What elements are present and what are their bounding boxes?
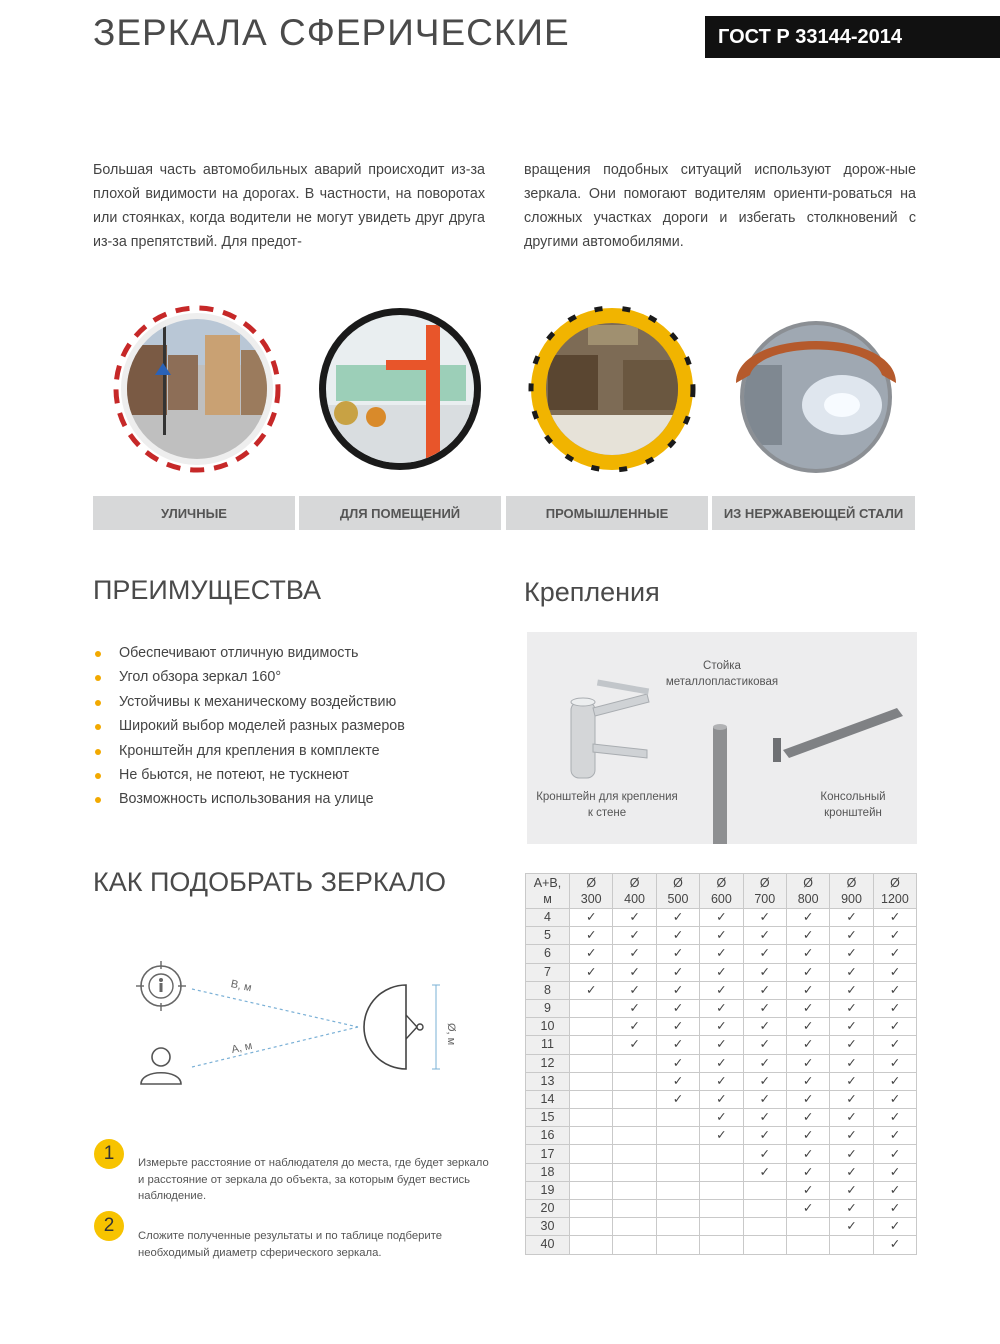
empty-cell <box>700 1218 743 1236</box>
check-mark-icon: ✓ <box>743 945 786 963</box>
empty-cell <box>570 1018 613 1036</box>
check-mark-icon: ✓ <box>830 999 873 1017</box>
check-mark-icon: ✓ <box>570 981 613 999</box>
check-mark-icon: ✓ <box>613 1018 656 1036</box>
diameter-header <box>570 874 613 909</box>
empty-cell <box>613 1218 656 1236</box>
diameter-symbol: Ø <box>759 876 770 890</box>
diameter-header <box>700 874 743 909</box>
check-mark-icon: ✓ <box>873 1218 916 1236</box>
check-mark-icon: ✓ <box>786 1018 829 1036</box>
check-mark-icon: ✓ <box>700 945 743 963</box>
check-mark-icon: ✓ <box>700 963 743 981</box>
diameter-value: 600 <box>710 892 732 906</box>
check-mark-icon: ✓ <box>830 1145 873 1163</box>
check-mark-icon: ✓ <box>743 1090 786 1108</box>
check-mark-icon: ✓ <box>786 1145 829 1163</box>
distance-cell: 18 <box>526 1163 570 1181</box>
benefit-item: Обеспечивают отличную видимость <box>93 641 405 665</box>
step-2-number: 2 <box>94 1211 124 1241</box>
check-mark-icon: ✓ <box>786 999 829 1017</box>
console-bracket-label: Консольный кронштейн <box>820 791 886 819</box>
check-mark-icon: ✓ <box>613 927 656 945</box>
table-row <box>526 1236 917 1254</box>
check-mark-icon: ✓ <box>656 963 699 981</box>
check-mark-icon: ✓ <box>786 1109 829 1127</box>
distance-cell: 40 <box>526 1236 570 1254</box>
check-mark-icon: ✓ <box>743 963 786 981</box>
empty-cell <box>613 1054 656 1072</box>
empty-cell <box>786 1218 829 1236</box>
empty-cell <box>743 1218 786 1236</box>
empty-cell <box>570 1145 613 1163</box>
diameter-value: 700 <box>754 892 776 906</box>
diameter-header <box>743 874 786 909</box>
table-row <box>526 981 917 999</box>
check-mark-icon: ✓ <box>873 945 916 963</box>
table-row <box>526 1163 917 1181</box>
distance-cell: 20 <box>526 1200 570 1218</box>
category-industrial[interactable]: ПРОМЫШЛЕННЫЕ <box>506 496 708 530</box>
check-mark-icon: ✓ <box>656 945 699 963</box>
table-row <box>526 1018 917 1036</box>
check-mark-icon: ✓ <box>830 1036 873 1054</box>
distance-a-label: А, м <box>230 1039 254 1057</box>
table-row <box>526 927 917 945</box>
check-mark-icon: ✓ <box>830 963 873 981</box>
check-mark-icon: ✓ <box>656 927 699 945</box>
check-mark-icon: ✓ <box>743 1127 786 1145</box>
check-mark-icon: ✓ <box>873 1145 916 1163</box>
check-mark-icon: ✓ <box>700 1109 743 1127</box>
category-indoor[interactable]: ДЛЯ ПОМЕЩЕНИЙ <box>299 496 501 530</box>
diameter-value: 800 <box>797 892 819 906</box>
check-mark-icon: ✓ <box>873 1036 916 1054</box>
table-row <box>526 999 917 1017</box>
diameter-value: 500 <box>667 892 689 906</box>
check-mark-icon: ✓ <box>786 1127 829 1145</box>
check-mark-icon: ✓ <box>873 1018 916 1036</box>
check-mark-icon: ✓ <box>786 1181 829 1199</box>
empty-cell <box>656 1181 699 1199</box>
check-mark-icon: ✓ <box>656 909 699 927</box>
diameter-value: 300 <box>580 892 602 906</box>
empty-cell <box>570 1054 613 1072</box>
table-row <box>526 1218 917 1236</box>
check-mark-icon: ✓ <box>830 1127 873 1145</box>
check-mark-icon: ✓ <box>830 1018 873 1036</box>
distance-header-bottom: м <box>543 892 552 906</box>
check-mark-icon: ✓ <box>786 1090 829 1108</box>
empty-cell <box>830 1236 873 1254</box>
diameter-header <box>613 874 656 909</box>
check-mark-icon: ✓ <box>830 1109 873 1127</box>
diameter-header <box>786 874 829 909</box>
check-mark-icon: ✓ <box>786 909 829 927</box>
check-mark-icon: ✓ <box>873 1109 916 1127</box>
distance-cell: 4 <box>526 909 570 927</box>
diameter-header <box>656 874 699 909</box>
check-mark-icon: ✓ <box>786 1163 829 1181</box>
distance-cell: 17 <box>526 1145 570 1163</box>
check-mark-icon: ✓ <box>830 981 873 999</box>
diameter-symbol: Ø <box>629 876 640 890</box>
check-mark-icon: ✓ <box>743 1109 786 1127</box>
empty-cell <box>570 1163 613 1181</box>
distance-cell: 8 <box>526 981 570 999</box>
check-mark-icon: ✓ <box>873 999 916 1017</box>
howto-title: КАК ПОДОБРАТЬ ЗЕРКАЛО <box>93 867 446 897</box>
distance-cell: 9 <box>526 999 570 1017</box>
check-mark-icon: ✓ <box>656 1090 699 1108</box>
diameter-symbol: Ø <box>716 876 727 890</box>
diameter-header <box>830 874 873 909</box>
check-mark-icon: ✓ <box>570 945 613 963</box>
empty-cell <box>613 1090 656 1108</box>
empty-cell <box>570 999 613 1017</box>
empty-cell <box>570 1127 613 1145</box>
check-mark-icon: ✓ <box>700 1036 743 1054</box>
check-mark-icon: ✓ <box>873 963 916 981</box>
distance-cell: 15 <box>526 1109 570 1127</box>
table-row <box>526 1054 917 1072</box>
check-mark-icon: ✓ <box>700 1072 743 1090</box>
diameter-symbol: Ø <box>890 876 900 890</box>
diameter-symbol: Ø <box>803 876 814 890</box>
empty-cell <box>613 1200 656 1218</box>
table-row <box>526 1072 917 1090</box>
empty-cell <box>656 1109 699 1127</box>
distance-header-top: А+В, <box>533 876 562 890</box>
table-body <box>526 909 917 1255</box>
check-mark-icon: ✓ <box>786 1072 829 1090</box>
check-mark-icon: ✓ <box>743 927 786 945</box>
check-mark-icon: ✓ <box>873 1236 916 1254</box>
check-mark-icon: ✓ <box>830 1163 873 1181</box>
table-header-row <box>526 874 917 909</box>
check-mark-icon: ✓ <box>873 1054 916 1072</box>
check-mark-icon: ✓ <box>786 945 829 963</box>
table-row <box>526 1109 917 1127</box>
distance-b-label: В, м <box>229 978 253 995</box>
check-mark-icon: ✓ <box>873 909 916 927</box>
selection-table <box>525 873 917 1255</box>
check-mark-icon: ✓ <box>613 945 656 963</box>
empty-cell <box>656 1163 699 1181</box>
check-mark-icon: ✓ <box>743 1163 786 1181</box>
check-mark-icon: ✓ <box>873 927 916 945</box>
empty-cell <box>613 1236 656 1254</box>
gost-badge: ГОСТ Р 33144-2014 <box>705 16 1000 58</box>
empty-cell <box>570 1218 613 1236</box>
benefit-item: Широкий выбор моделей разных размеров <box>93 714 405 738</box>
check-mark-icon: ✓ <box>743 1054 786 1072</box>
diameter-value: 900 <box>841 892 862 906</box>
step-1-text: Измерьте расстояние от наблюдателя до места, где будет зеркало и расстояние от зеркала до объекта, за которым будет вестись наблюдение. <box>138 1157 489 1202</box>
distance-cell: 7 <box>526 963 570 981</box>
table-row <box>526 1127 917 1145</box>
empty-cell <box>656 1145 699 1163</box>
table-row <box>526 945 917 963</box>
empty-cell <box>656 1127 699 1145</box>
check-mark-icon: ✓ <box>830 1218 873 1236</box>
check-mark-icon: ✓ <box>786 1036 829 1054</box>
empty-cell <box>743 1200 786 1218</box>
check-mark-icon: ✓ <box>873 1127 916 1145</box>
check-mark-icon: ✓ <box>570 927 613 945</box>
check-mark-icon: ✓ <box>830 1054 873 1072</box>
check-mark-icon: ✓ <box>830 945 873 963</box>
check-mark-icon: ✓ <box>830 1072 873 1090</box>
mirror-selection-diagram <box>130 955 470 1085</box>
check-mark-icon: ✓ <box>830 1200 873 1218</box>
check-mark-icon: ✓ <box>700 1127 743 1145</box>
check-mark-icon: ✓ <box>830 909 873 927</box>
benefit-item: Угол обзора зеркал 160° <box>93 665 405 689</box>
check-mark-icon: ✓ <box>613 963 656 981</box>
check-mark-icon: ✓ <box>873 1072 916 1090</box>
step-1-number: 1 <box>94 1139 124 1169</box>
check-mark-icon: ✓ <box>656 981 699 999</box>
check-mark-icon: ✓ <box>873 1181 916 1199</box>
empty-cell <box>570 1090 613 1108</box>
empty-cell <box>656 1218 699 1236</box>
table-row <box>526 1036 917 1054</box>
check-mark-icon: ✓ <box>700 927 743 945</box>
check-mark-icon: ✓ <box>700 981 743 999</box>
check-mark-icon: ✓ <box>830 1181 873 1199</box>
mounts-title: Крепления <box>524 577 660 607</box>
empty-cell <box>786 1236 829 1254</box>
table-row <box>526 909 917 927</box>
check-mark-icon: ✓ <box>700 1054 743 1072</box>
check-mark-icon: ✓ <box>743 999 786 1017</box>
empty-cell <box>613 1181 656 1199</box>
check-mark-icon: ✓ <box>873 981 916 999</box>
check-mark-icon: ✓ <box>830 1090 873 1108</box>
distance-cell: 16 <box>526 1127 570 1145</box>
empty-cell <box>570 1200 613 1218</box>
empty-cell <box>570 1236 613 1254</box>
check-mark-icon: ✓ <box>786 981 829 999</box>
empty-cell <box>613 1127 656 1145</box>
distance-cell: 14 <box>526 1090 570 1108</box>
mounts-panel <box>527 632 917 844</box>
distance-cell: 6 <box>526 945 570 963</box>
check-mark-icon: ✓ <box>786 927 829 945</box>
check-mark-icon: ✓ <box>570 909 613 927</box>
empty-cell <box>613 1163 656 1181</box>
check-mark-icon: ✓ <box>786 963 829 981</box>
benefit-item: Не бьются, не потеют, не тускнеют <box>93 763 405 787</box>
table-row <box>526 1181 917 1199</box>
empty-cell <box>743 1236 786 1254</box>
check-mark-icon: ✓ <box>743 1072 786 1090</box>
check-mark-icon: ✓ <box>613 909 656 927</box>
step-2-text: Сложите полученные результаты и по таблице подберите необходимый диаметр сферического зеркала. <box>138 1230 443 1259</box>
benefit-item: Возможность использования на улице <box>93 787 405 811</box>
diameter-symbol: Ø <box>673 876 683 890</box>
distance-cell: 30 <box>526 1218 570 1236</box>
diameter-value: 1200 <box>881 892 909 906</box>
benefits-list <box>93 641 405 812</box>
check-mark-icon: ✓ <box>743 981 786 999</box>
check-mark-icon: ✓ <box>656 1072 699 1090</box>
empty-cell <box>613 1145 656 1163</box>
check-mark-icon: ✓ <box>830 927 873 945</box>
distance-cell: 19 <box>526 1181 570 1199</box>
empty-cell <box>700 1163 743 1181</box>
diameter-label: Ø, м <box>445 1023 457 1046</box>
diameter-symbol: Ø <box>586 876 597 890</box>
intro-left: Большая часть автомобильных аварий происходит из-за плохой видимости на дорогах. В частности, на поворотах или стоянках, когда водители не могут увидеть друг друга из-за препятствий. Для предот- <box>93 162 485 250</box>
empty-cell <box>613 1072 656 1090</box>
diameter-value: 400 <box>624 892 646 906</box>
empty-cell <box>570 1109 613 1127</box>
empty-cell <box>570 1072 613 1090</box>
category-street[interactable]: УЛИЧНЫЕ <box>93 496 295 530</box>
check-mark-icon: ✓ <box>613 999 656 1017</box>
empty-cell <box>743 1181 786 1199</box>
check-mark-icon: ✓ <box>613 1036 656 1054</box>
industrial-mirror-image <box>528 305 696 473</box>
empty-cell <box>656 1236 699 1254</box>
table-row <box>526 1145 917 1163</box>
empty-cell <box>700 1236 743 1254</box>
check-mark-icon: ✓ <box>873 1090 916 1108</box>
check-mark-icon: ✓ <box>656 999 699 1017</box>
empty-cell <box>613 1109 656 1127</box>
check-mark-icon: ✓ <box>656 1054 699 1072</box>
check-mark-icon: ✓ <box>656 1036 699 1054</box>
empty-cell <box>700 1200 743 1218</box>
intro-right: вращения подобных ситуаций используют дорож-ные зеркала. Они помогают водителям ориенти-роваться на сложных участках дороги и избегать столкновений с другими автомобилями. <box>524 162 916 250</box>
benefit-item: Устойчивы к механическому воздействию <box>93 690 405 714</box>
check-mark-icon: ✓ <box>786 1200 829 1218</box>
benefit-item: Кронштейн для крепления в комплекте <box>93 739 405 763</box>
empty-cell <box>570 1181 613 1199</box>
category-stainless[interactable]: ИЗ НЕРЖАВЕЮЩЕЙ СТАЛИ <box>712 496 915 530</box>
check-mark-icon: ✓ <box>743 909 786 927</box>
stainless-mirror-image <box>732 305 900 473</box>
wall-bracket-label: Кронштейн для крепления к стене <box>536 791 678 819</box>
empty-cell <box>700 1181 743 1199</box>
empty-cell <box>570 1036 613 1054</box>
check-mark-icon: ✓ <box>873 1163 916 1181</box>
distance-cell: 10 <box>526 1018 570 1036</box>
check-mark-icon: ✓ <box>700 1018 743 1036</box>
diameter-symbol: Ø <box>846 876 857 890</box>
distance-header <box>526 874 570 909</box>
page-title: ЗЕРКАЛА СФЕРИЧЕСКИЕ <box>93 12 570 53</box>
diameter-header <box>873 874 916 909</box>
distance-cell: 13 <box>526 1072 570 1090</box>
table-row <box>526 1090 917 1108</box>
distance-cell: 11 <box>526 1036 570 1054</box>
benefits-title: ПРЕИМУЩЕСТВА <box>93 575 322 605</box>
check-mark-icon: ✓ <box>700 909 743 927</box>
street-mirror-image <box>113 305 281 473</box>
check-mark-icon: ✓ <box>656 1018 699 1036</box>
check-mark-icon: ✓ <box>743 1018 786 1036</box>
check-mark-icon: ✓ <box>570 963 613 981</box>
check-mark-icon: ✓ <box>743 1145 786 1163</box>
distance-cell: 12 <box>526 1054 570 1072</box>
indoor-mirror-image <box>316 305 484 473</box>
check-mark-icon: ✓ <box>700 999 743 1017</box>
table-row <box>526 963 917 981</box>
post-label: Стойка металлопластиковая <box>665 660 779 688</box>
check-mark-icon: ✓ <box>873 1200 916 1218</box>
empty-cell <box>700 1145 743 1163</box>
check-mark-icon: ✓ <box>743 1036 786 1054</box>
empty-cell <box>656 1200 699 1218</box>
check-mark-icon: ✓ <box>786 1054 829 1072</box>
table-row <box>526 1200 917 1218</box>
check-mark-icon: ✓ <box>613 981 656 999</box>
distance-cell: 5 <box>526 927 570 945</box>
check-mark-icon: ✓ <box>700 1090 743 1108</box>
